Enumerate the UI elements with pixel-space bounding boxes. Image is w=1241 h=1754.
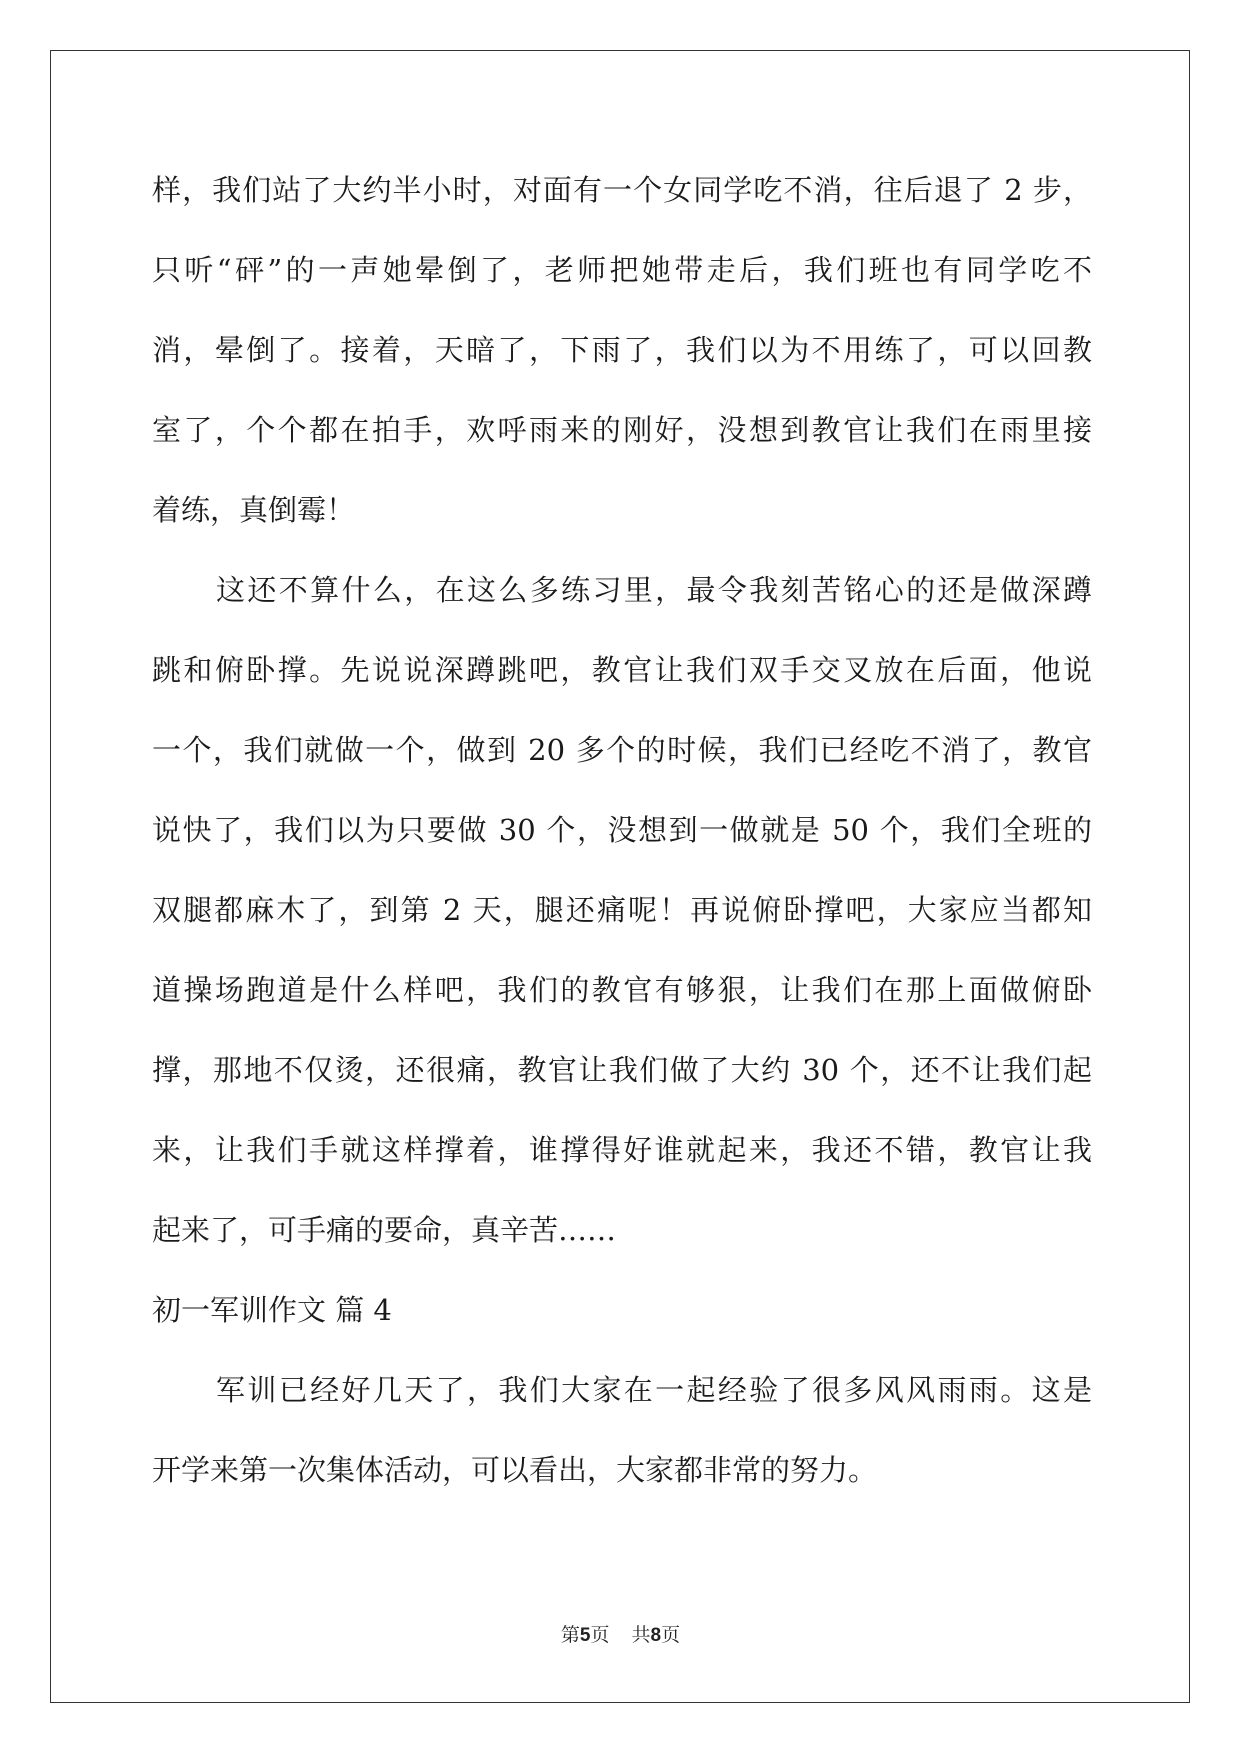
total-suffix: 页 (661, 1624, 681, 1646)
page-number: 5 (579, 1625, 591, 1646)
text-line: 说快了，我们以为只要做 30 个，没想到一做就是 50 个，我们全班的 (152, 813, 1092, 847)
text-line: 来，让我们手就这样撑着，谁撑得好谁就起来，我还不错，教官让我 (152, 1133, 1092, 1167)
text-line: 只听“砰”的一声她晕倒了，老师把她带走后，我们班也有同学吃不 (152, 253, 1092, 287)
text-line: 室了，个个都在拍手，欢呼雨来的刚好，没想到教官让我们在雨里接 (152, 413, 1092, 447)
text-line: 起来了，可手痛的要命，真辛苦…… (152, 1213, 617, 1247)
paragraph-2 (152, 562, 1092, 1282)
page-prefix: 第 (560, 1624, 580, 1646)
text-line: 开学来第一次集体活动，可以看出，大家都非常的努力。 (152, 1453, 878, 1487)
text-line: 道操场跑道是什么样吧，我们的教官有够狠，让我们在那上面做俯卧 (152, 973, 1092, 1007)
paragraph-3 (152, 1362, 1092, 1522)
section-heading: 初一军训作文 篇 4 (152, 1293, 392, 1327)
page-suffix: 页 (590, 1624, 610, 1646)
text-line: 双腿都麻木了，到第 2 天，腿还痛呢！再说俯卧撑吧，大家应当都知 (152, 893, 1092, 927)
paragraph-1 (152, 162, 1092, 562)
total-prefix: 共 (631, 1624, 651, 1646)
text-line: 消，晕倒了。接着，天暗了，下雨了，我们以为不用练了，可以回教 (152, 333, 1092, 367)
document-body (152, 162, 1092, 1522)
text-line: 样，我们站了大约半小时，对面有一个女同学吃不消，往后退了 2 步， (152, 173, 1092, 207)
text-line: 这还不算什么，在这么多练习里，最令我刻苦铭心的还是做深蹲 (216, 573, 1092, 607)
text-line: 军训已经好几天了，我们大家在一起经验了很多风风雨雨。这是 (216, 1373, 1092, 1407)
total-pages: 8 (650, 1625, 662, 1646)
text-line: 着练，真倒霉！ (152, 493, 356, 527)
text-line: 跳和俯卧撑。先说说深蹲跳吧，教官让我们双手交叉放在后面，他说 (152, 653, 1092, 687)
text-line: 一个，我们就做一个，做到 20 多个的时候，我们已经吃不消了，教官 (152, 733, 1092, 767)
text-line: 撑，那地不仅烫，还很痛，教官让我们做了大约 30 个，还不让我们起 (152, 1053, 1092, 1087)
page-footer (0, 1620, 1241, 1647)
